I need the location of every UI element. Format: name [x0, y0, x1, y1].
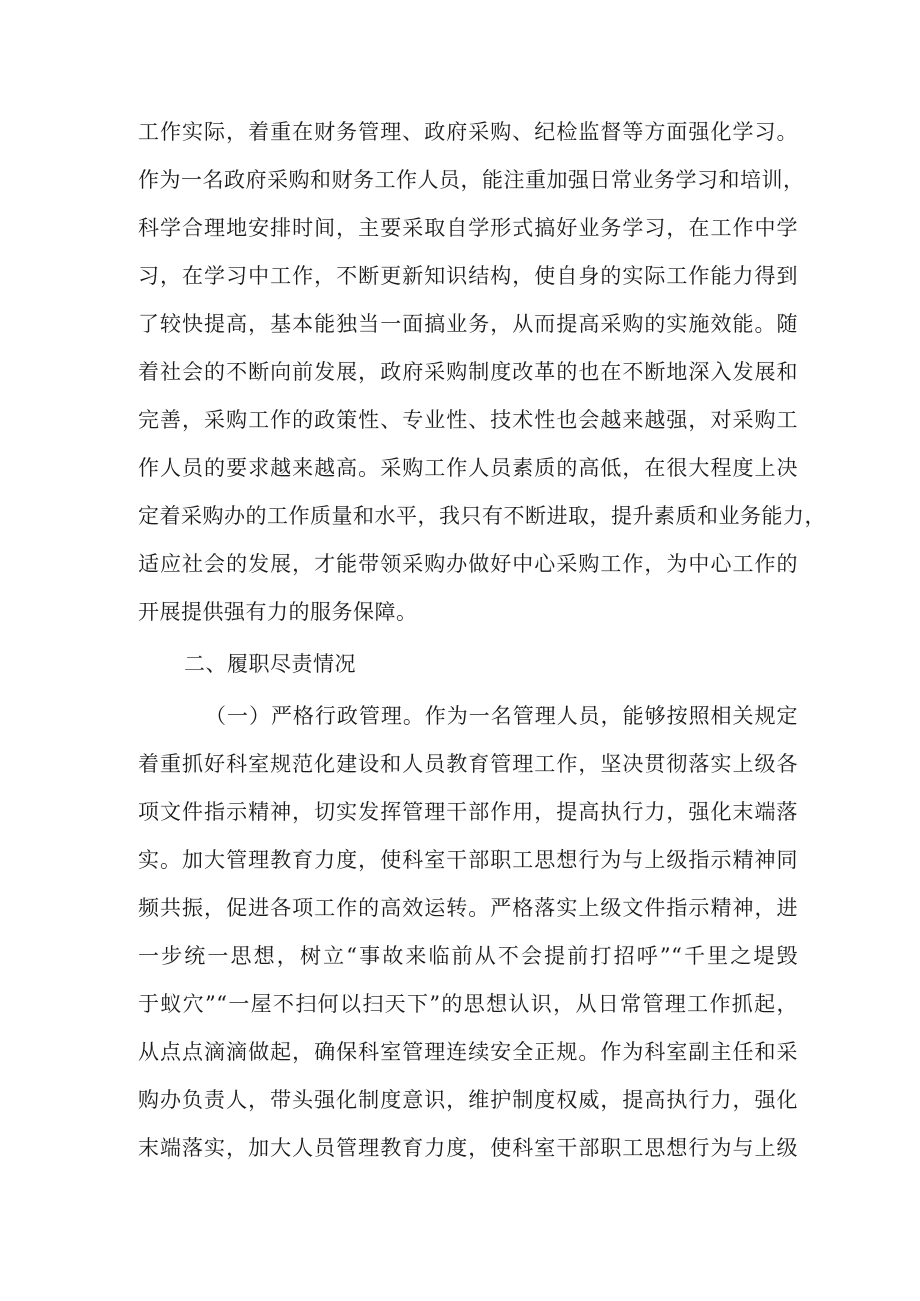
paragraph-line: 工作实际，着重在财务管理、政府采购、纪检监督等方面强化学习。	[138, 120, 798, 144]
paragraph-line: 习，在学习中工作，不断更新知识结构，使自身的实际工作能力得到	[138, 264, 798, 288]
paragraph-line: 开展提供强有力的服务保障。	[138, 600, 418, 624]
paragraph-line: 作人员的要求越来越高。采购工作人员素质的高低，在很大程度上决	[138, 456, 798, 480]
paragraph-line: 作为一名政府采购和财务工作人员，能注重加强日常业务学习和培训，	[138, 168, 805, 192]
paragraph-line: 科学合理地安排时间，主要采取自学形式搞好业务学习，在工作中学	[138, 216, 798, 240]
paragraph-line: 实。加大管理教育力度，使科室干部职工思想行为与上级指示精神同	[138, 848, 798, 872]
paragraph-line: 着重抓好科室规范化建设和人员教育管理工作，坚决贯彻落实上级各	[138, 752, 798, 776]
paragraph-line: 购办负责人，带头强化制度意识，维护制度权威，提高执行力，强化	[138, 1088, 798, 1112]
paragraph-line: 适应社会的发展，才能带领采购办做好中心采购工作，为中心工作的	[138, 552, 798, 576]
paragraph-line: 频共振，促进各项工作的高效运转。严格落实上级文件指示精神，进	[138, 896, 798, 920]
paragraph-line: 着社会的不断向前发展，政府采购制度改革的也在不断地深入发展和	[138, 360, 798, 384]
section-heading: 二、履职尽责情况	[184, 652, 356, 676]
paragraph-line: 了较快提高，基本能独当一面搞业务，从而提高采购的实施效能。随	[138, 312, 798, 336]
paragraph-line: 定着采购办的工作质量和水平，我只有不断进取，提升素质和业务能力，	[138, 504, 826, 528]
subsection-heading-line: （一）严格行政管理。作为一名管理人员，能够按照相关规定	[205, 704, 798, 728]
paragraph-line: 从点点滴滴做起，确保科室管理连续安全正规。作为科室副主任和采	[138, 1040, 798, 1064]
paragraph-line: 末端落实，加大人员管理教育力度，使科室干部职工思想行为与上级	[138, 1136, 798, 1160]
paragraph-line: 于蚁穴”“一屋不扫何以扫天下”的思想认识，从日常管理工作抓起，	[138, 992, 798, 1016]
paragraph-line: 一步统一思想，树立“事故来临前从不会提前打招呼”“千里之堤毁	[138, 944, 798, 968]
paragraph-line: 项文件指示精神，切实发挥管理干部作用，提高执行力，强化末端落	[138, 800, 798, 824]
paragraph-line: 完善，采购工作的政策性、专业性、技术性也会越来越强，对采购工	[138, 408, 798, 432]
